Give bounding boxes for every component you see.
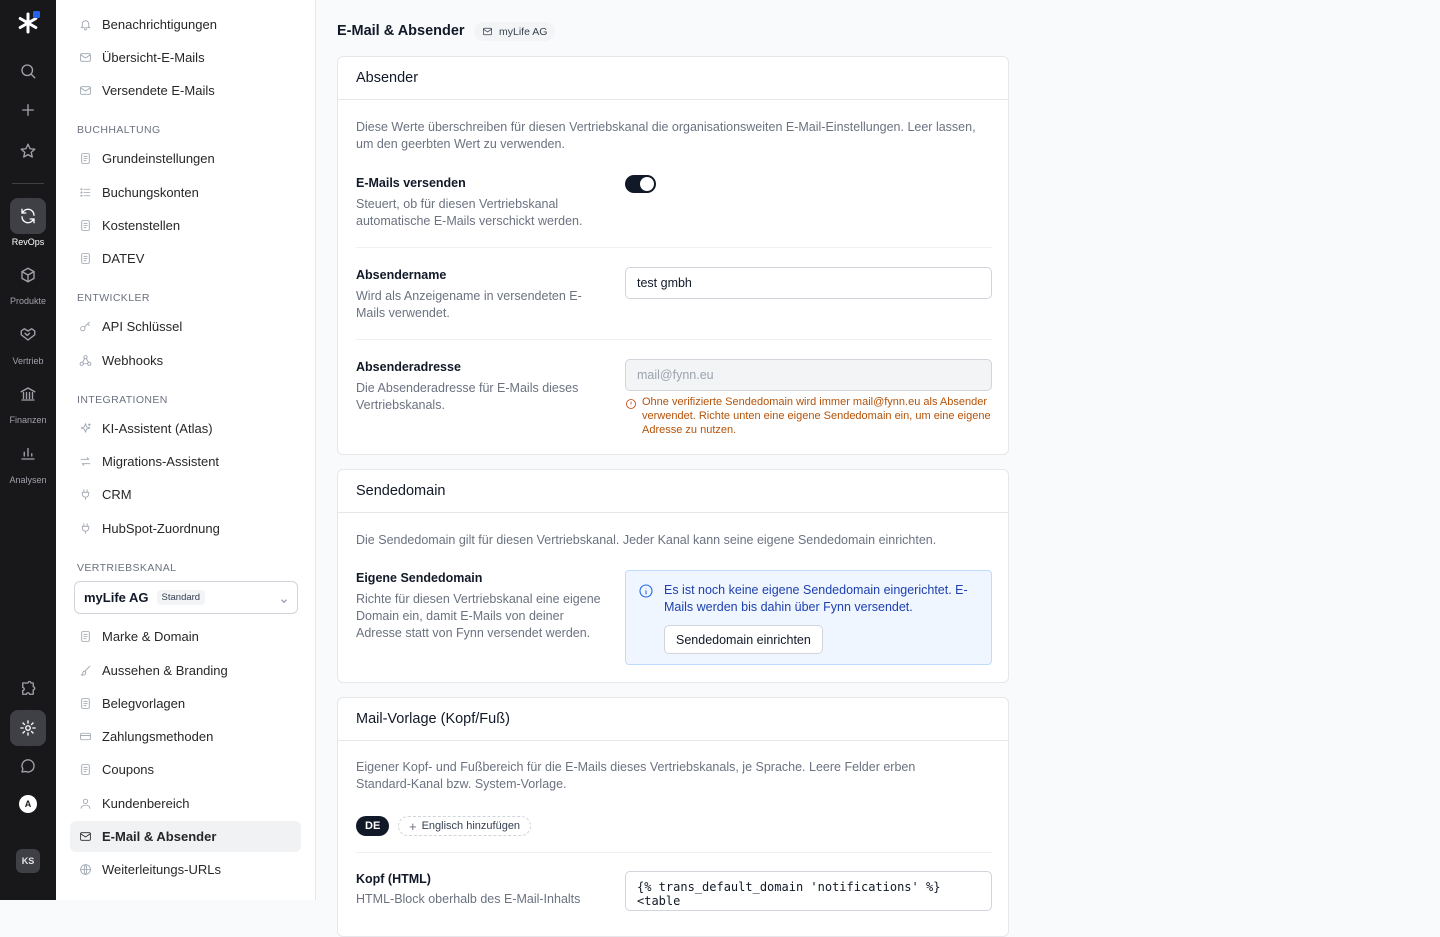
sidebar-item-label: API Schlüssel (102, 319, 183, 334)
custom-domain-desc: Richte für diesen Vertriebskanal eine eigene Domain ein, damit E-Mails von deiner Adresse statt von Fynn versendet werden. (356, 592, 601, 640)
sidebar-item-aussehen-branding[interactable] (70, 655, 301, 686)
page-title: E-Mail & Absender (337, 23, 465, 39)
sidebar-item-label: Benachrichtigungen (102, 17, 217, 32)
plug-icon (78, 521, 93, 536)
header-html-label: Kopf (HTML) (356, 872, 431, 886)
sidebar-item-migrations-assistent[interactable] (70, 446, 301, 477)
sidebar-item-hubspot-zuordnung[interactable] (70, 513, 301, 544)
rail-label-vertrieb: Vertrieb (12, 356, 44, 366)
sidebar-item-api-schluessel[interactable] (70, 311, 301, 342)
domain-info-box (625, 570, 992, 665)
rail-label-revops: RevOps (11, 237, 45, 247)
user-icon (78, 796, 93, 811)
sidebar-item-label: Marke & Domain (102, 629, 199, 644)
sidebar-item-label: CRM (102, 487, 132, 502)
sender-address-warning: Ohne verifizierte Sendedomain wird immer mail@fynn.eu als Absender verwendet. Richte unten eine eigene Sendedomain ein, um eine eigene Adresse zu nutzen. (642, 396, 991, 436)
sidebar-item-label: Coupons (102, 762, 155, 777)
sidebar-item-label: Kundenbereich (102, 796, 190, 811)
setup-domain-button[interactable]: Sendedomain einrichten (664, 625, 823, 654)
bar-chart-icon[interactable] (10, 435, 46, 471)
sidebar-item-label: Buchungskonten (102, 185, 199, 200)
channel-name: myLife AG (84, 590, 149, 605)
sidebar-item-label: Migrations-Assistent (102, 454, 220, 469)
user-avatar[interactable]: KS (16, 849, 40, 873)
search-icon[interactable] (10, 53, 46, 89)
card-icon (78, 729, 93, 744)
sidebar-item-weiterleitungs-urls[interactable] (70, 854, 301, 885)
sidebar-item-label: Belegvorlagen (102, 696, 186, 711)
mail-icon (78, 83, 93, 98)
webhook-icon (78, 353, 93, 368)
box-icon[interactable] (10, 257, 46, 293)
sender-address-desc: Die Absenderadresse für E-Mails dieses Vertriebskanals. (356, 381, 579, 412)
rail-label-produkte: Produkte (9, 296, 47, 306)
sidebar-item-label: HubSpot-Zuordnung (102, 521, 220, 536)
channel-select[interactable] (74, 581, 298, 614)
sidebar-item-uebersicht-emails[interactable] (70, 42, 301, 73)
document-icon (78, 696, 93, 711)
sender-address-label: Absenderadresse (356, 360, 461, 374)
send-emails-label: E-Mails versenden (356, 176, 466, 190)
sparkle-icon (78, 421, 93, 436)
rail-divider (12, 183, 44, 184)
sidebar-item-label: KI-Assistent (Atlas) (102, 421, 213, 436)
handshake-icon[interactable] (10, 316, 46, 352)
warning-icon (625, 397, 637, 409)
sidebar-item-label: Versendete E-Mails (102, 83, 215, 98)
document-icon (78, 251, 93, 266)
add-english-button[interactable] (398, 816, 531, 836)
sidebar-item-grundeinstellungen[interactable] (70, 143, 301, 174)
sidebar-item-label: Aussehen & Branding (102, 663, 228, 678)
app-logo-icon[interactable] (14, 9, 42, 37)
sidebar-item-email-absender[interactable] (70, 821, 301, 852)
sidebar-item-label: Zahlungsmethoden (102, 729, 214, 744)
bell-icon (78, 17, 93, 32)
domain-info-text: Es ist noch keine eigene Sendedomain eingerichtet. E-Mails werden bis dahin über Fynn versendet. (664, 583, 968, 614)
brush-icon (78, 663, 93, 678)
sendedomain-card-title: Sendedomain (338, 470, 1008, 513)
absender-intro: Diese Werte überschreiben für diesen Vertriebskanal die organisationsweiten E-Mail-Einstellungen. Leer lassen, um den geerbten Wert zu verwenden. (356, 120, 976, 151)
document-icon (78, 218, 93, 233)
mail-template-intro: Eigener Kopf- und Fußbereich für die E-Mails dieses Vertriebskanals, je Sprache. Leere Felder erben Standard-Kanal bzw. System-Vorlage. (356, 760, 916, 791)
sidebar-item-kundenbereich[interactable] (70, 788, 301, 819)
settings-gear-icon[interactable] (10, 710, 46, 746)
toggle-knob (640, 177, 654, 191)
sendedomain-intro: Die Sendedomain gilt für diesen Vertriebskanal. Jeder Kanal kann seine eigene Sendedomain einrichten. (356, 533, 937, 547)
sidebar-item-marke-domain[interactable] (70, 621, 301, 652)
document-icon (78, 629, 93, 644)
chat-icon[interactable] (10, 748, 46, 784)
section-label-buchhaltung: BUCHHALTUNG (77, 124, 161, 136)
lang-tab-de[interactable]: DE (356, 816, 389, 836)
header-html-editor[interactable]: {% trans_default_domain 'notifications' %} <table (625, 871, 992, 911)
sidebar-item-webhooks[interactable] (70, 345, 301, 376)
sidebar-item-datev[interactable] (70, 243, 301, 274)
divider (356, 247, 992, 248)
document-icon (78, 762, 93, 777)
sidebar-item-belegvorlagen[interactable] (70, 688, 301, 719)
custom-domain-label: Eigene Sendedomain (356, 571, 483, 585)
sidebar-item-label: Webhooks (102, 353, 164, 368)
info-icon (638, 583, 654, 599)
sidebar-item-crm[interactable] (70, 479, 301, 510)
mail-icon (482, 26, 493, 37)
mail-icon (78, 829, 93, 844)
mail-template-card (337, 697, 1009, 937)
arrows-icon (78, 454, 93, 469)
plus-icon[interactable] (10, 92, 46, 128)
channel-chip-label: myLife AG (499, 25, 548, 38)
sidebar-item-ki-assistent[interactable] (70, 413, 301, 444)
rail-label-finanzen: Finanzen (9, 415, 47, 425)
sidebar-item-buchungskonten[interactable] (70, 177, 301, 208)
plus-icon: + (409, 818, 417, 834)
settings-sidebar (56, 0, 316, 900)
sender-address-input[interactable]: mail@fynn.eu (625, 359, 992, 391)
sidebar-item-label: Weiterleitungs-URLs (102, 862, 221, 877)
rail-label-analysen: Analysen (9, 475, 47, 485)
star-icon[interactable] (10, 133, 46, 169)
channel-chip (474, 22, 555, 41)
sidebar-item-kostenstellen[interactable] (70, 210, 301, 241)
sidebar-item-benachrichtigungen[interactable] (70, 9, 301, 40)
mail-icon (78, 50, 93, 65)
chevron-down-icon (279, 593, 289, 603)
sender-name-label: Absendername (356, 268, 447, 282)
divider (356, 339, 992, 340)
sidebar-item-label: Kostenstellen (102, 218, 181, 233)
bank-icon[interactable] (10, 376, 46, 412)
sidebar-item-label: DATEV (102, 251, 145, 266)
sidebar-item-label: Grundeinstellungen (102, 151, 215, 166)
workspace-avatar[interactable]: A (19, 795, 37, 813)
divider (356, 852, 992, 853)
sender-name-desc: Wird als Anzeigename in versendeten E-Mails verwendet. (356, 289, 582, 320)
sendedomain-card (337, 469, 1009, 683)
puzzle-icon[interactable] (10, 671, 46, 707)
key-icon (78, 319, 93, 334)
channel-badge: Standard (157, 590, 206, 605)
sidebar-item-label: E-Mail & Absender (102, 829, 217, 844)
section-label-integrationen: INTEGRATIONEN (77, 394, 168, 406)
sidebar-item-coupons[interactable] (70, 754, 301, 785)
list-icon (78, 185, 93, 200)
send-emails-toggle[interactable] (625, 175, 656, 193)
globe-icon (78, 862, 93, 877)
absender-card-title: Absender (338, 57, 1008, 100)
header-html-desc: HTML-Block oberhalb des E-Mail-Inhalts (356, 892, 581, 906)
send-emails-desc: Steuert, ob für diesen Vertriebskanal automatische E-Mails verschickt werden. (356, 197, 583, 228)
document-icon (78, 151, 93, 166)
sender-name-input[interactable]: test gmbh (625, 267, 992, 299)
plug-icon (78, 487, 93, 502)
sidebar-item-zahlungsmethoden[interactable] (70, 721, 301, 752)
mail-template-card-title: Mail-Vorlage (Kopf/Fuß) (338, 698, 1008, 741)
add-english-label: Englisch hinzufügen (421, 820, 521, 832)
app-rail (0, 0, 56, 900)
absender-card (337, 56, 1009, 455)
section-label-vertriebskanal: VERTRIEBSKANAL (77, 562, 177, 574)
section-label-entwickler: ENTWICKLER (77, 292, 150, 304)
sidebar-item-versendete-emails[interactable] (70, 75, 301, 106)
sidebar-item-label: Übersicht-E-Mails (102, 50, 205, 65)
revops-icon[interactable] (10, 198, 46, 234)
